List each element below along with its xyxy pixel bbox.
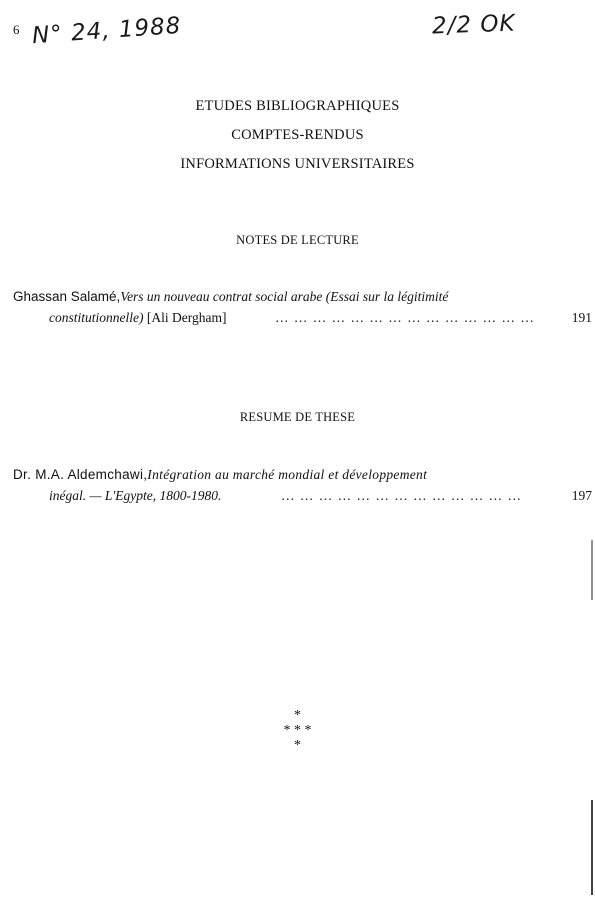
entry-author: Ghassan Salamé, [13, 289, 121, 304]
entry-reviewer: [Ali Dergham] [143, 310, 227, 325]
leader-dots: … … … … … … … … … … … … … … [275, 310, 535, 325]
leader-dots: … … … … … … … … … … … … … [281, 488, 522, 503]
entry-page-number: 197 [571, 488, 592, 503]
entry-second-line [13, 485, 592, 506]
entry-title-part2: constitutionnelle) [49, 310, 144, 325]
entry-author: Dr. M.A. Aldemchawi, [13, 467, 148, 482]
page-number: 6 [13, 22, 20, 37]
section-heading-resume-de-these: RESUME DE THESE [239, 410, 356, 424]
entry-page-number: 191 [571, 310, 592, 325]
entry-first-line [13, 464, 588, 485]
scan-edge-mark [591, 540, 593, 600]
handwritten-check-note: 2/2 OK [431, 10, 516, 40]
title-block [0, 92, 595, 179]
asterism-ornament [0, 708, 595, 753]
asterism-row: * * * [283, 723, 312, 738]
entry-second-line [13, 307, 592, 328]
handwritten-issue-note: N° 24, 1988 [31, 12, 183, 50]
asterism-row: * [294, 708, 301, 723]
entry-title-part2: inégal. — L'Egypte, 1800-1980. [49, 488, 222, 503]
bibliography-entry [13, 286, 592, 328]
asterism-row: * [294, 738, 301, 753]
entry-first-line [13, 286, 588, 307]
entry-title-part1: Intégration au marché mondial et développement [147, 467, 428, 482]
title-line: ETUDES BIBLIOGRAPHIQUES [195, 98, 400, 114]
title-line: INFORMATIONS UNIVERSITAIRES [180, 156, 415, 172]
entry-title-part1: Vers un nouveau contrat social arabe (Essai sur la légitimité [120, 289, 449, 304]
section-heading-notes-de-lecture: NOTES DE LECTURE [236, 233, 359, 247]
bibliography-entry [13, 464, 592, 506]
scan-edge-mark [591, 800, 593, 895]
title-line: COMPTES-RENDUS [231, 127, 364, 143]
